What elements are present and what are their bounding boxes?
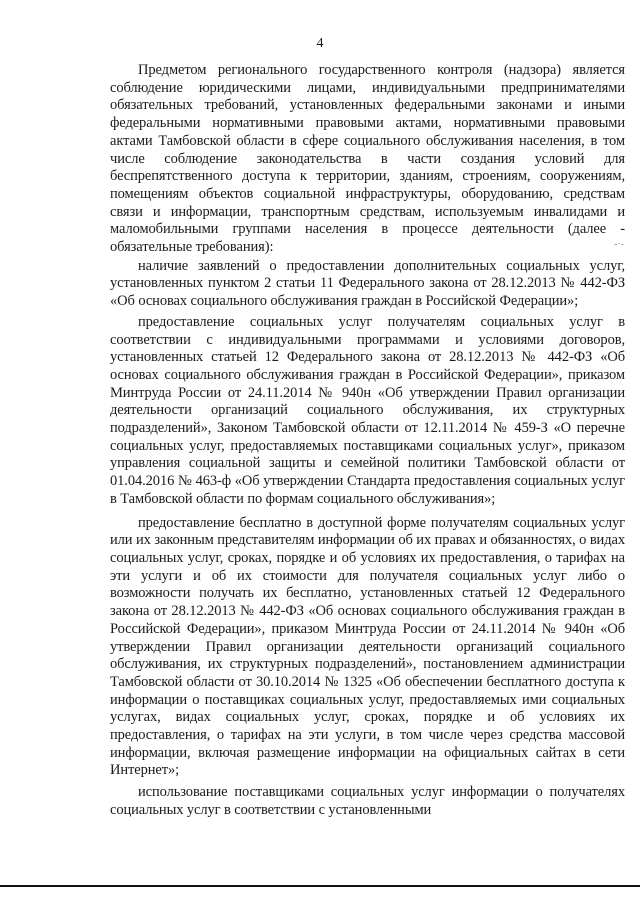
scan-artifact: -·- [614, 239, 624, 250]
paragraph-free-information: предоставление бесплатно в доступной форме получателям социальных услуг или их законным представителям информации об их правах и обязанностях, о видах социальных услуг, сроках, порядке и об условиях их предоставления, о тарифах на эти услуги и об их стоимости для получателя социальных услуг либо о возможности получать их бесплатно, установленных статьей 12 Федерального закона от 28.12.2013 № 442-ФЗ «Об основах социального обслуживания граждан в Российской Федерации», приказом Минтруда России от 24.11.2014 № 940н «Об утверждении Правил организации деятельности организаций социального обслуживания, их структурных подразделений», постановлением администрации Тамбовской области от 30.10.2014 № 1325 «Об обеспечении бесплатного доступа к информации о поставщиках социальных услуг, предоставляемых ими социальных услугах, видах социальных услуг, сроках, порядке и об условиях их предоставления, о тарифах на эти услуги, в том числе через средства массовой информации, включая размещение информации на официальных сайтах в сети Интернет»; [110, 514, 625, 779]
document-body [110, 62, 625, 820]
page-number: 4 [316, 36, 324, 51]
paragraph-use-of-information: использование поставщиками социальных услуг информации о получателях социальных услуг в соответствии с установленными [110, 784, 625, 818]
paragraph-provision-of-services: предоставление социальных услуг получателям социальных услуг в соответствии с индивидуальными программами и условиями договоров, установленных статьей 12 Федерального закона от 28.12.2013 № 442-ФЗ «Об основах социального обслуживания граждан в Российской Федерации», приказом Минтруда России от 24.11.2014 № 940н «Об утверждении Правил организации деятельности организаций социального обслуживания, их структурных подразделений», Законом Тамбовской области от 12.11.2014 № 459-З «О перечне социальных услуг, предоставляемых поставщиками социальных услуг», приказом управления социальной защиты и семейной политики Тамбовской области от 01.04.2016 № 463-ф «Об утверждении Стандарта предоставления социальных услуг в Тамбовской области по формам социального обслуживания»; [110, 313, 625, 507]
paragraph-subject-of-control: Предметом регионального государственного контроля (надзора) является соблюдение юридическими лицами, индивидуальными предпринимателями обязательных требований, установленных федеральными законами и иными федеральными нормативными правовыми актами, нормативными правовыми актами Тамбовской области в сфере социального обслуживания населения, в том числе соблюдение законодательства в части создания условий для беспрепятственного доступа к территории, зданиям, строениям, сооружениям, помещениям объектов социальной инфраструктуры, оборудованию, средствам связи и информации, транспортным средствам, используемым инвалидами и маломобильными группами населения в процессе деятельности (далее - обязательные требования): [110, 62, 625, 256]
paragraph-additional-services: наличие заявлений о предоставлении дополнительных социальных услуг, установленных пунктом 2 статьи 11 Федерального закона от 28.12.2013 № 442-ФЗ «Об основах социального обслуживания граждан в Российской Федерации»; [110, 257, 625, 310]
page-bottom-rule [0, 885, 640, 887]
